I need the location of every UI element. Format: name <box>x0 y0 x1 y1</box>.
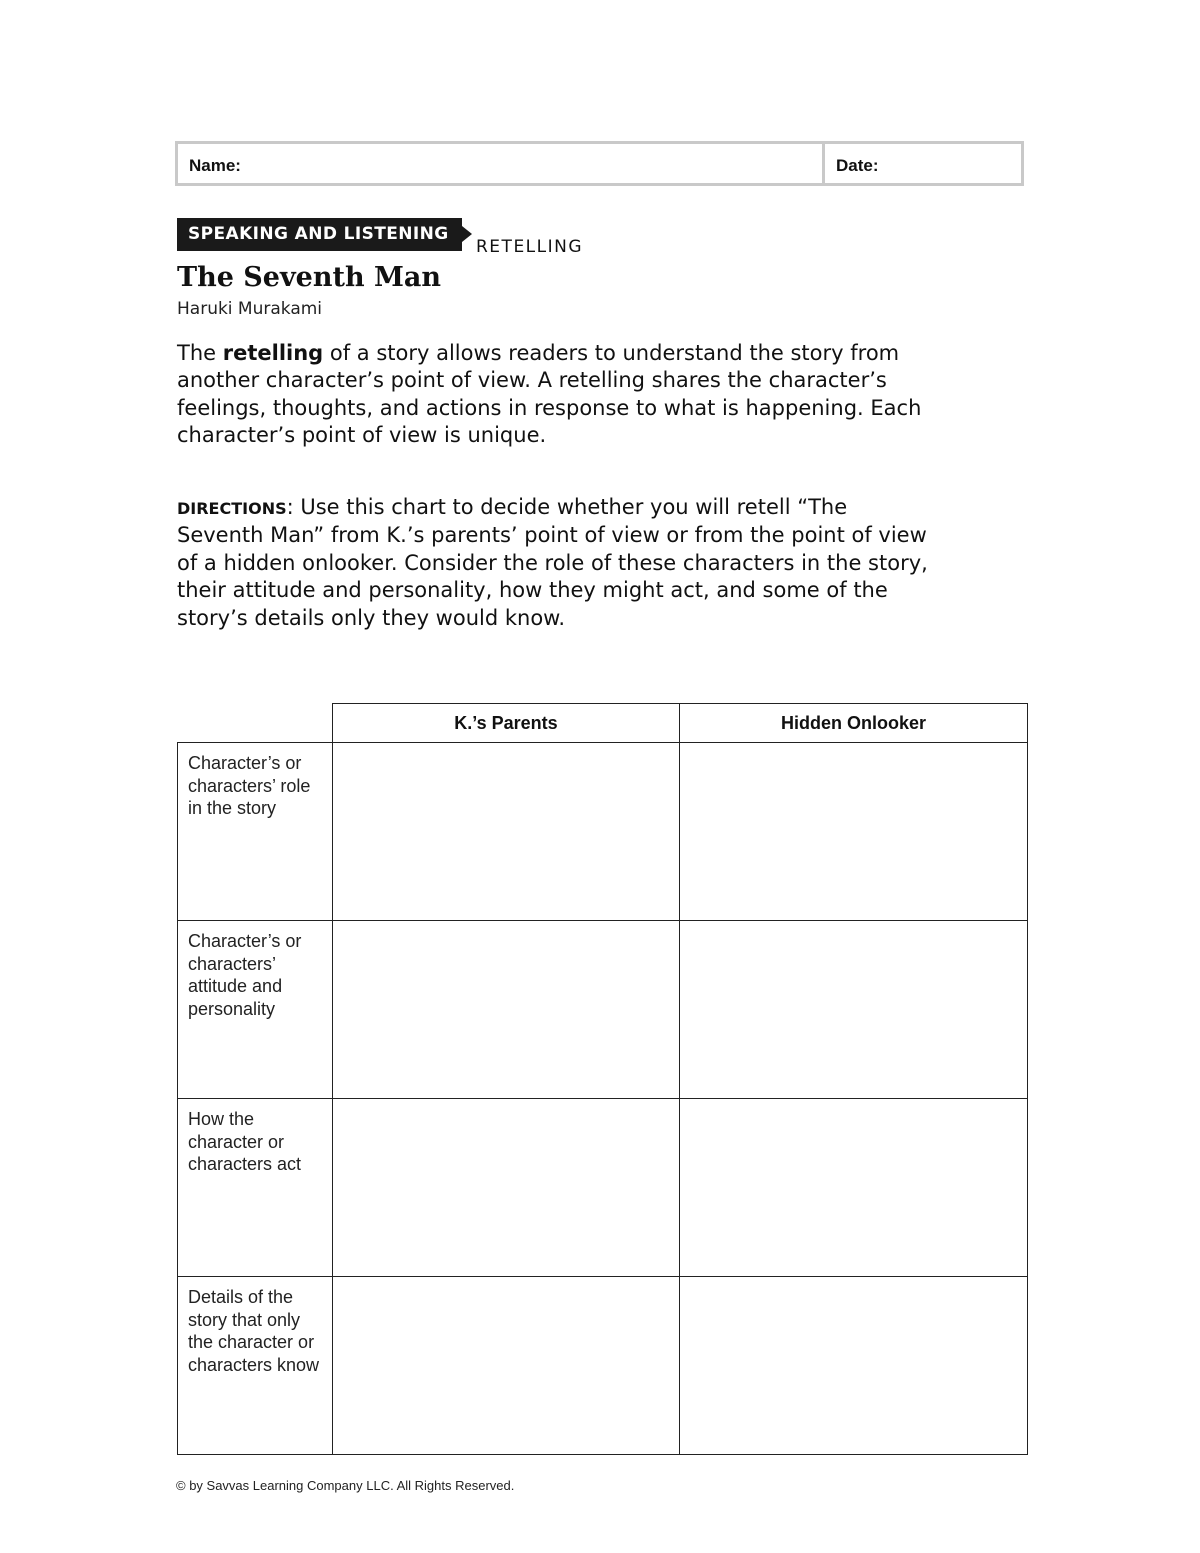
intro-keyword: retelling <box>222 341 324 365</box>
intro-paragraph <box>177 340 937 450</box>
date-label: Date: <box>836 156 879 175</box>
directions-paragraph <box>177 494 937 632</box>
chart-row-details <box>178 1277 1028 1455</box>
row-header-attitude: Character’s or characters’ attitude and personality <box>178 921 333 1099</box>
chart-row-attitude <box>178 921 1028 1099</box>
answer-cell-parents-details[interactable] <box>333 1277 680 1455</box>
row-header-role: Character’s or characters’ role in the story <box>178 743 333 921</box>
name-field[interactable] <box>178 144 825 183</box>
chart-row-role <box>178 743 1028 921</box>
row-header-details: Details of the story that only the character or characters know <box>178 1277 333 1455</box>
answer-cell-onlooker-actions[interactable] <box>680 1099 1028 1277</box>
section-banner-label: SPEAKING AND LISTENING <box>188 224 449 244</box>
chart-row-actions <box>178 1099 1028 1277</box>
answer-cell-onlooker-details[interactable] <box>680 1277 1028 1455</box>
row-header-actions: How the character or characters act <box>178 1099 333 1277</box>
column-header-onlooker: Hidden Onlooker <box>680 704 1028 743</box>
answer-cell-parents-actions[interactable] <box>333 1099 680 1277</box>
copyright-footer: © by Savvas Learning Company LLC. All Rights Reserved. <box>176 1478 515 1493</box>
section-subtag: RETELLING <box>476 237 584 257</box>
author-name: Haruki Murakami <box>177 299 323 319</box>
answer-cell-onlooker-role[interactable] <box>680 743 1028 921</box>
retelling-chart <box>177 703 1028 1455</box>
intro-text-before: The <box>177 341 223 365</box>
section-banner <box>177 218 462 251</box>
directions-text: : Use this chart to decide whether you will retell “The Seventh Man” from K.’s parents’ point of view or from the point of view of a hidden onlooker. Consider the role of these characters in the story, their attitude and personality, how they might act, and some of the story’s details only they would know. <box>177 495 928 630</box>
answer-cell-parents-role[interactable] <box>333 743 680 921</box>
banner-arrow-icon <box>462 226 472 242</box>
intro-text-after: of a story allows readers to understand the story from another character’s point of view. A retelling shares the character’s feelings, thoughts, and actions in response to what is happening. Each character’s point of view is unique. <box>177 341 922 448</box>
date-field[interactable] <box>825 144 1021 183</box>
name-date-box <box>175 141 1024 186</box>
column-header-parents: K.’s Parents <box>333 704 680 743</box>
answer-cell-onlooker-attitude[interactable] <box>680 921 1028 1099</box>
name-label: Name: <box>189 156 241 175</box>
page-title: The Seventh Man <box>177 262 441 293</box>
directions-label: DIRECTIONS <box>177 499 287 518</box>
answer-cell-parents-attitude[interactable] <box>333 921 680 1099</box>
chart-corner-cell <box>178 704 333 743</box>
chart-header-row <box>178 704 1028 743</box>
